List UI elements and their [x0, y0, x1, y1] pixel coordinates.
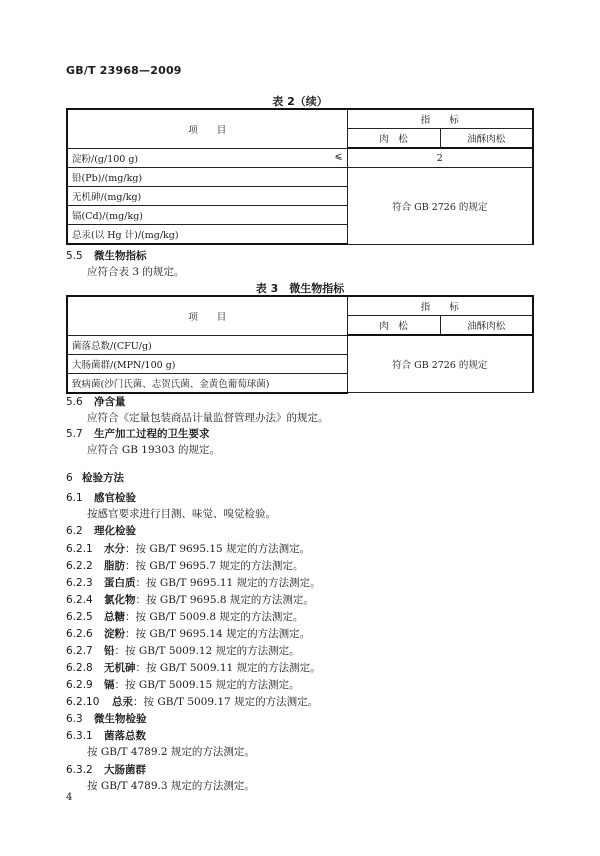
- table-3-header-col-a: 肉 松: [347, 316, 440, 336]
- section-6-3-1-heading: [66, 728, 146, 743]
- table-3-merged-value: 符合 GB 2726 的规定: [347, 335, 533, 393]
- section-number: 6.3.1: [66, 730, 93, 742]
- table-2-header-item: 项 目: [67, 109, 347, 148]
- section-5-7-heading: [66, 426, 210, 441]
- less-equal-symbol: ⩽: [334, 150, 343, 162]
- section-6-3-2-heading: [66, 762, 146, 777]
- section-6-2-heading: [66, 523, 136, 538]
- item-6-2-3: 6.2.3 蛋白质：按 GB/T 9695.11 规定的方法测定。: [66, 577, 321, 589]
- item-6-2-10: 6.2.10 总汞：按 GB/T 5009.17 规定的方法测定。: [66, 696, 319, 708]
- item-6-2-4: 6.2.4 氯化物：按 GB/T 9695.8 规定的方法测定。: [66, 594, 314, 606]
- item-6-2-6: 6.2.6 淀粉：按 GB/T 9695.14 规定的方法测定。: [66, 628, 311, 640]
- section-number: 5.7: [66, 428, 83, 440]
- table-3-caption: 表 3 微生物指标: [255, 282, 345, 295]
- section-6-3-1-text: 按 GB/T 4789.2 规定的方法测定。: [87, 746, 255, 758]
- table-3-header-index: 指 标: [347, 296, 533, 316]
- table-2-row-value: 2: [347, 148, 533, 168]
- table-3-header-col-b: 油酥肉松: [440, 316, 533, 336]
- table-2-header-col-a: 肉 松: [347, 129, 440, 149]
- section-5-5-text: 应符合表 3 的规定。: [87, 266, 185, 278]
- table-2-caption: 表 2（续）: [272, 95, 328, 108]
- item-6-2-5: 6.2.5 总糖：按 GB/T 5009.8 规定的方法测定。: [66, 611, 304, 623]
- section-title: 大肠菌群: [104, 764, 146, 776]
- section-title: 菌落总数: [104, 730, 146, 742]
- table-3-row-label: 菌落总数/(CFU/g): [67, 335, 347, 354]
- section-6-1-heading: [66, 490, 136, 505]
- section-6-3-heading: [66, 711, 147, 726]
- table-2-header-col-b: 油酥肉松: [440, 129, 533, 149]
- section-5-5-heading: [66, 248, 147, 263]
- table-2-row-label: 铅(Pb)/(mg/kg): [67, 168, 347, 187]
- section-title: 理化检验: [94, 525, 136, 537]
- section-title: 生产加工过程的卫生要求: [94, 428, 210, 440]
- page-number: 4: [66, 792, 73, 803]
- section-number: 6.1: [66, 492, 83, 504]
- section-6-heading: [66, 470, 124, 485]
- table-3-header-item: 项 目: [67, 296, 347, 335]
- section-title: 微生物指标: [94, 250, 147, 262]
- section-number: 6: [66, 472, 73, 484]
- item-6-2-7: 6.2.7 铅：按 GB/T 5009.12 规定的方法测定。: [66, 645, 300, 657]
- section-title: 净含量: [94, 396, 126, 408]
- table-3: [66, 295, 534, 394]
- section-number: 6.3.2: [66, 764, 93, 776]
- item-6-2-9: 6.2.9 镉：按 GB/T 5009.15 规定的方法测定。: [66, 679, 300, 691]
- section-5-7-text: 应符合 GB 19303 的规定。: [87, 444, 221, 456]
- section-number: 6.2: [66, 525, 83, 537]
- table-2-row-label: 总汞(以 Hg 计)/(mg/kg): [67, 225, 347, 245]
- table-2-row-label: 无机砷/(mg/kg): [67, 187, 347, 206]
- table-3-row-label: 致病菌(沙门氏菌、志贺氏菌、金黄色葡萄球菌): [67, 373, 347, 393]
- table-2-row-label: 淀粉/(g/100 g): [72, 153, 139, 165]
- section-title: 感官检验: [94, 492, 136, 504]
- section-number: 5.5: [66, 250, 83, 262]
- table-2-row-label: 镉(Cd)/(mg/kg): [67, 206, 347, 225]
- section-title: 检验方法: [82, 472, 124, 484]
- section-number: 5.6: [66, 396, 83, 408]
- table-3-row-label: 大肠菌群/(MPN/100 g): [67, 354, 347, 373]
- table-2-merged-value: 符合 GB 2726 的规定: [347, 168, 533, 245]
- section-5-6-heading: [66, 394, 126, 409]
- item-6-2-2: 6.2.2 脂肪：按 GB/T 9695.7 规定的方法测定。: [66, 560, 304, 572]
- item-6-2-1: 6.2.1 水分：按 GB/T 9695.15 规定的方法测定。: [66, 543, 311, 555]
- table-2-row-starch: [67, 148, 347, 168]
- section-5-6-text: 应符合《定量包装商品计量监督管理办法》的规定。: [87, 412, 329, 424]
- section-6-3-2-text: 按 GB/T 4789.3 规定的方法测定。: [87, 780, 255, 792]
- section-6-1-text: 按感官要求进行目测、味觉、嗅觉检验。: [87, 508, 276, 520]
- table-2-header-index: 指 标: [347, 109, 533, 129]
- section-number: 6.3: [66, 713, 83, 725]
- table-2: [66, 108, 534, 245]
- item-6-2-8: 6.2.8 无机砷：按 GB/T 5009.11 规定的方法测定。: [66, 662, 321, 674]
- section-title: 微生物检验: [94, 713, 147, 725]
- standard-code-header: GB/T 23968—2009: [66, 64, 182, 77]
